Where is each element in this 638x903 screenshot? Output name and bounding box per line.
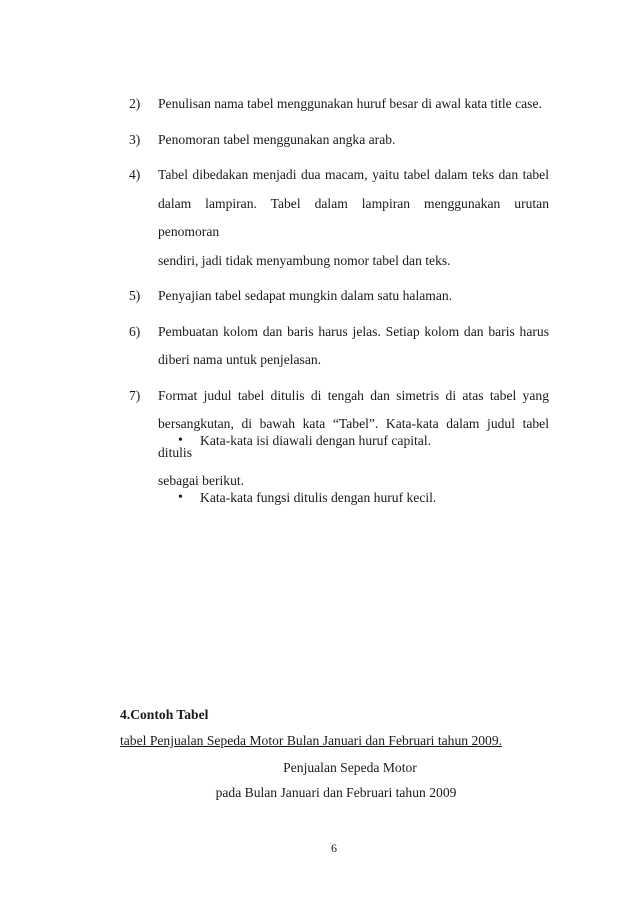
list-item	[129, 126, 549, 155]
list-item-number: 4)	[129, 167, 141, 182]
list-item-text: Pembuatan kolom dan baris harus jelas. Setiap kolom dan baris harus	[158, 323, 549, 339]
table-title-line1: Penjualan Sepeda Motor	[283, 760, 417, 775]
section-heading: 4.Contoh Tabel	[120, 707, 209, 722]
list-item-number: 7)	[129, 387, 141, 403]
list-item-text: Penomoran tabel menggunakan angka arab.	[158, 131, 396, 147]
bullet-item	[178, 430, 558, 452]
table-title-line2: pada Bulan Januari dan Februari tahun 2009	[215, 785, 457, 800]
list-item-text: dalam lampiran. Tabel dalam lampiran menggunakan urutan penomoran	[158, 195, 549, 239]
list-item-text: sendiri, jadi tidak menyambung nomor tabel dan teks.	[158, 252, 451, 268]
list-item-number: 5)	[129, 288, 141, 303]
bullet-text: Kata-kata isi diawali dengan huruf capital.	[200, 433, 432, 448]
list-item-number: 3)	[129, 131, 141, 147]
list-item-number: 2)	[129, 96, 141, 111]
bullet-text: Kata-kata fungsi ditulis dengan huruf kecil.	[200, 490, 437, 505]
list-item-text: sebagai berikut.	[158, 473, 245, 488]
list-item	[129, 161, 549, 275]
list-item-number: 6)	[129, 323, 141, 339]
table-caption: tabel Penjualan Sepeda Motor Bulan Januari dan Februari tahun 2009.	[120, 733, 503, 748]
bullet-icon: •	[178, 490, 183, 505]
list-item-text: bersangkutan, di bawah kata “Tabel”. Kata-kata dalam judul tabel ditulis	[158, 416, 549, 460]
bullet-item	[178, 487, 558, 509]
bullet-icon: •	[178, 433, 183, 448]
list-item-text: Tabel dibedakan menjadi dua macam, yaitu tabel dalam teks dan tabel	[158, 167, 549, 182]
list-item	[129, 90, 549, 119]
list-item-text: Penyajian tabel sedapat mungkin dalam satu halaman.	[158, 288, 453, 303]
page-number: 6	[331, 841, 337, 855]
list-item-text: Penulisan nama tabel menggunakan huruf besar di awal kata title case.	[158, 96, 542, 111]
list-item	[129, 282, 549, 311]
list-item-text: Format judul tabel ditulis di tengah dan simetris di atas tabel yang	[158, 387, 549, 403]
list-item	[129, 318, 549, 375]
list-item-text: diberi nama untuk penjelasan.	[158, 352, 322, 367]
bullet-list	[178, 430, 558, 544]
